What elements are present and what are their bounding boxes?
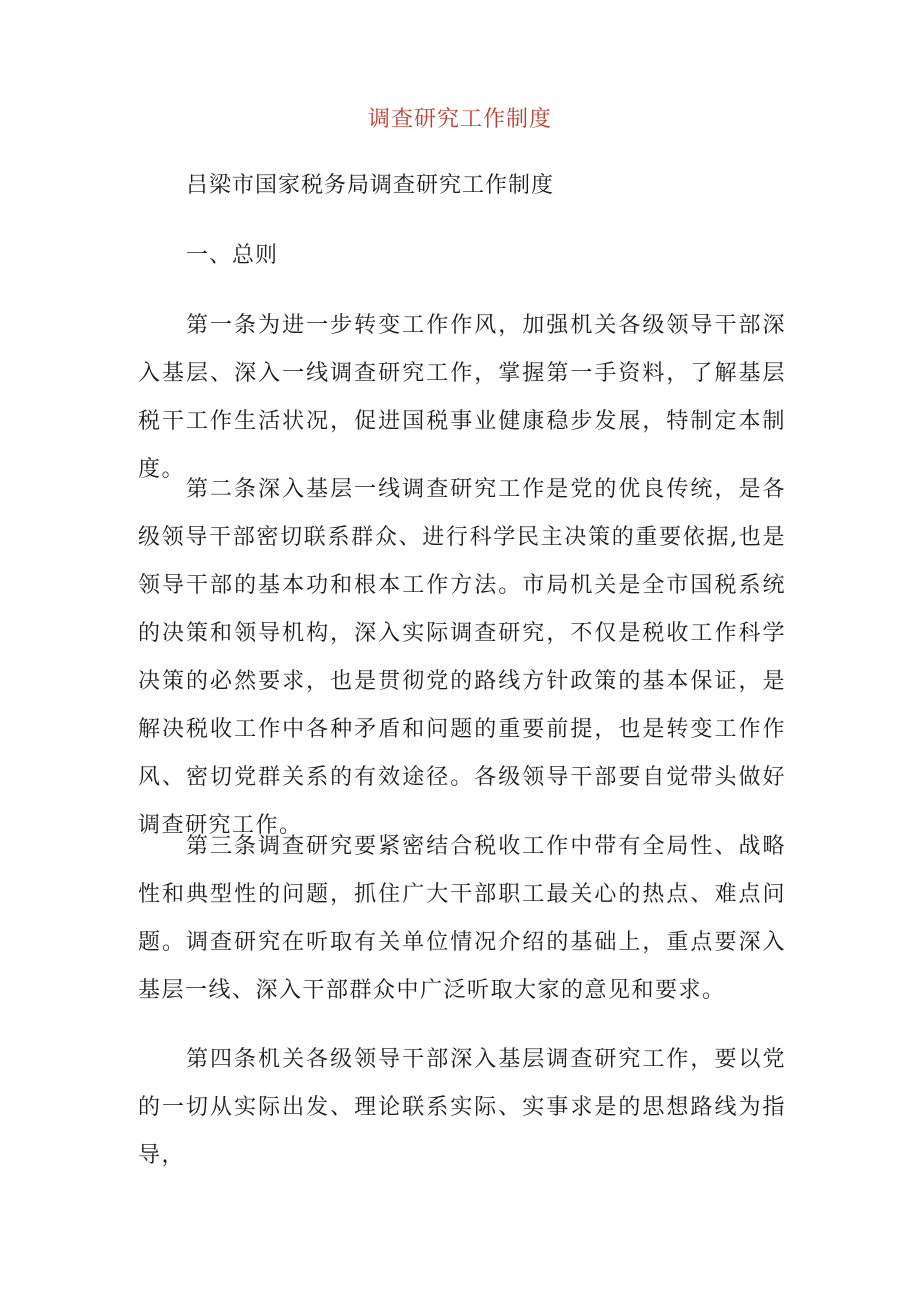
- article-3-paragraph: 第三条调查研究要紧密结合税收工作中带有全局性、战略性和典型性的问题，抓住广大干部职工最关心的热点、难点问题。调查研究在听取有关单位情况介绍的基础上，重点要深入基层一线、深入干部群众中广泛听取大家的意见和要求。: [138, 834, 786, 1003]
- article-2-paragraph: 第二条深入基层一线调查研究工作是党的优良传统，是各级领导干部密切联系群众、进行科学民主决策的重要依据,也是领导干部的基本功和根本工作方法。市局机关是全市国税系统的决策和领导机构，深入实际调查研究，不仅是税收工作科学决策的必然要求，也是贯彻党的路线方针政策的基本保证，是解决税收工作中各种矛盾和问题的重要前提，也是转变工作作风、密切党群关系的有效途径。各级领导干部要自觉带头做好调查研究工作。: [138, 477, 786, 838]
- article-1-paragraph: 第一条为进一步转变工作作风，加强机关各级领导干部深入基层、深入一线调查研究工作，掌握第一手资料，了解基层税干工作生活状况，促进国税事业健康稳步发展，特制定本制度。: [138, 313, 786, 482]
- section-heading: 一、总则: [186, 243, 279, 268]
- document-title: 调查研究工作制度: [367, 107, 552, 132]
- document-subtitle: 吕梁市国家税务局调查研究工作制度: [186, 173, 555, 198]
- article-4-paragraph: 第四条机关各级领导干部深入基层调查研究工作，要以党的一切从实际出发、理论联系实际、实事求是的思想路线为指导，: [138, 1047, 786, 1168]
